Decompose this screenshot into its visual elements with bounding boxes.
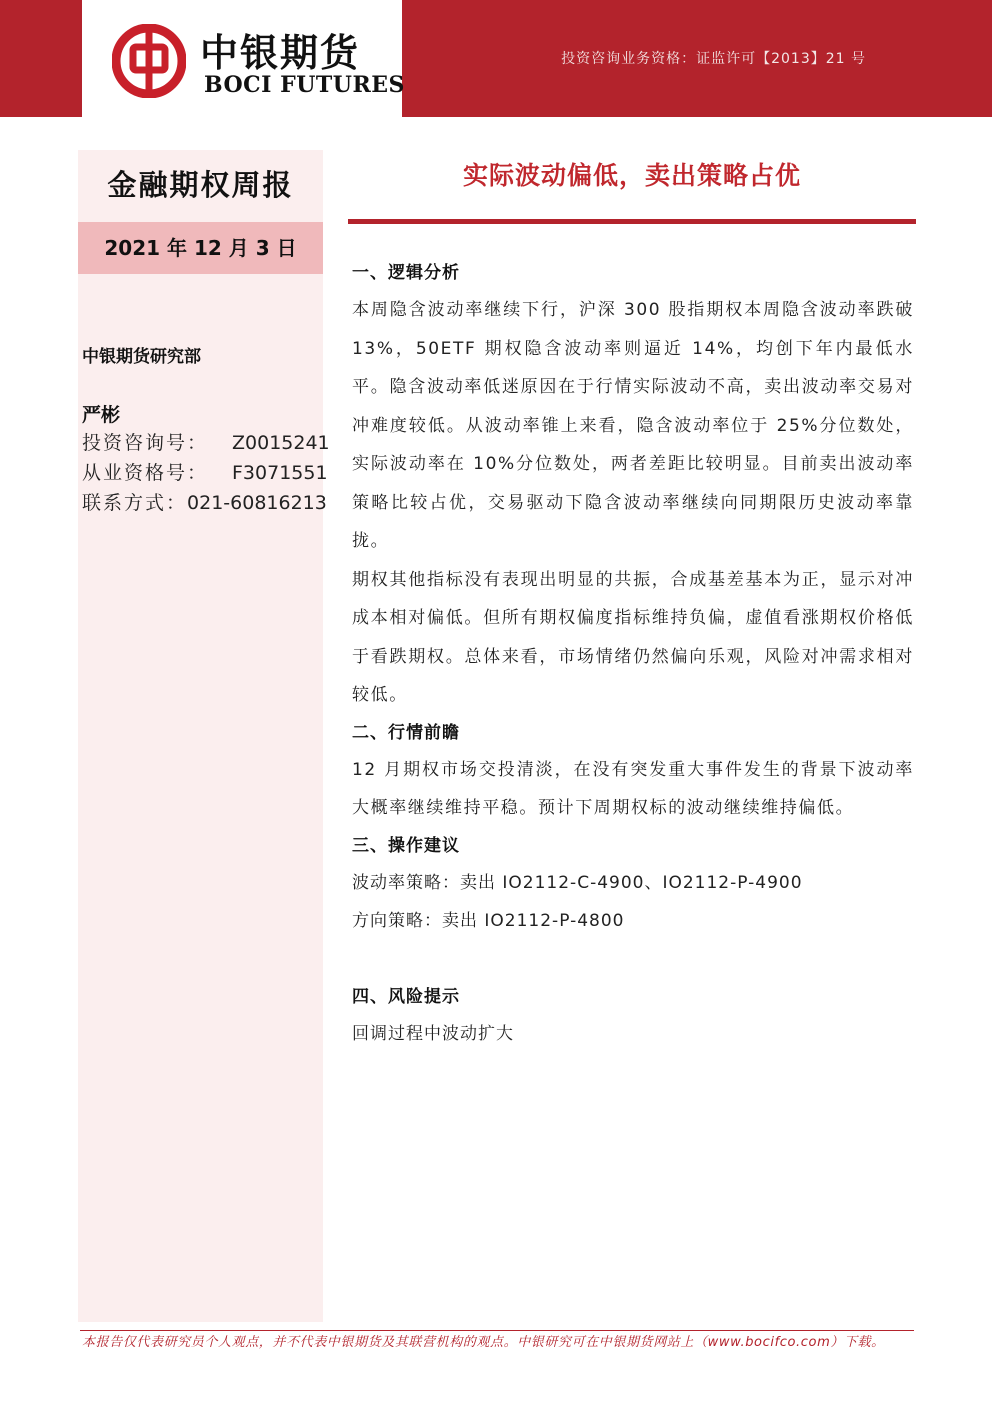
logic-paragraph-1: 本周隐含波动率继续下行，沪深 300 股指期权本周隐含波动率跌破 13%，50ETF 期权隐含波动率则逼近 14%，均创下年内最低水平。隐含波动率低迷原因在于行情实际波动不高，卖出波动率交易对冲难度较低。从波动率锥上来看，隐含波动率位于 25%分位数处，实际波动率在 10%分位数处，两者差距比较明显。目前卖出波动率策略比较占优，交易驱动下隐含波动率继续向同期限历史波动率靠拢。 <box>352 300 914 551</box>
qualification-number-value: F3071551 <box>232 462 328 484</box>
risk-line: 回调过程中波动扩大 <box>352 1023 514 1044</box>
headline-divider <box>348 219 916 224</box>
outlook-paragraph: 12 月期权市场交投清淡，在没有突发重大事件发生的背景下波动率大概率继续维持平稳。预计下周期权标的波动继续维持偏低。 <box>352 759 914 818</box>
report-headline: 实际波动偏低，卖出策略占优 <box>462 161 801 190</box>
contact-value: 021-60816213 <box>187 492 327 514</box>
report-sidebar <box>78 150 330 1322</box>
author-name: 严彬 <box>82 404 121 426</box>
footer-disclaimer: 本报告仅代表研究员个人观点，并不代表中银期货及其联营机构的观点。中银研究可在中银期货网站上（www.bocifco.com）下载。 <box>82 1335 885 1350</box>
report-type-title: 金融期权周报 <box>107 168 294 202</box>
logo-chinese-name: 中银期货 <box>200 30 361 75</box>
research-department: 中银期货研究部 <box>82 347 201 367</box>
section-heading-outlook: 二、行情前瞻 <box>352 722 460 743</box>
section-heading-strategy: 三、操作建议 <box>352 835 460 856</box>
contact-row <box>82 488 327 515</box>
consult-number-value: Z0015241 <box>232 432 330 454</box>
contact-label: 联系方式： <box>82 492 188 514</box>
section-heading-logic: 一、逻辑分析 <box>352 263 460 283</box>
qualification-number-row <box>82 458 328 485</box>
section-heading-risk: 四、风险提示 <box>352 986 460 1007</box>
header-band-left <box>0 0 82 117</box>
license-text: 投资咨询业务资格：证监许可【2013】21 号 <box>561 51 866 67</box>
footer-divider <box>80 1330 914 1331</box>
boc-logo-icon <box>112 24 186 98</box>
report-body <box>352 255 914 1053</box>
qualification-number-label: 从业资格号： <box>82 462 209 484</box>
direction-strategy-line: 方向策略：卖出 IO2112-P-4800 <box>352 911 625 931</box>
logo-english-name: BOCI FUTURES <box>204 72 405 98</box>
volatility-strategy-line: 波动率策略：卖出 IO2112-C-4900、IO2112-P-4900 <box>352 872 803 893</box>
report-date: 2021 年 12 月 3 日 <box>78 222 323 274</box>
consult-number-row <box>82 428 330 455</box>
logic-paragraph-2: 期权其他指标没有表现出明显的共振，合成基差基本为正，显示对冲成本相对偏低。但所有期权偏度指标维持负偏，虚值看涨期权价格低于看跌期权。总体来看，市场情绪仍然偏向乐观，风险对冲需求相对较低。 <box>352 569 914 705</box>
consult-number-label: 投资咨询号： <box>82 432 209 454</box>
